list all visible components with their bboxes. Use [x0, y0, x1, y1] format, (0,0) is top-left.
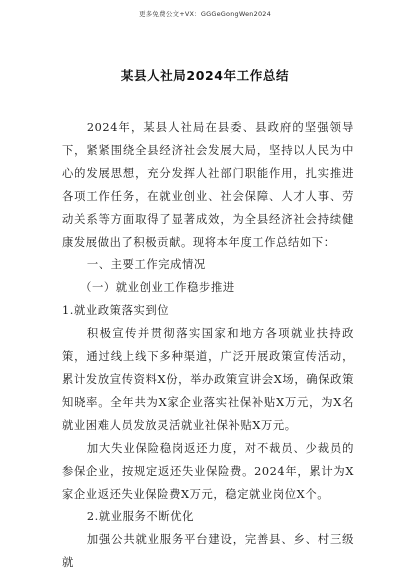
unemployment-paragraph: 加大失业保险稳岗返还力度，对不裁员、少裁员的参保企业，按规定返还失业保险费。2024年，累计为X家企业返还失业保险费X万元，稳定就业岗位X个。 [62, 441, 354, 501]
subsection-heading-one: （一）就业创业工作稳步推进 [80, 281, 235, 295]
intro-paragraph: 2024年，某县人社局在县委、县政府的坚强领导下，紧紧围绕全县经济社会发展大局，坚持以人民为中心的发展思想，充分发挥人社部门职能作用，扎实推进各项工作任务，在就业创业、社会保障、人才人事、劳动关系等方面取得了显著成效，为全县经济社会持续健康发展做出了积极贡献。现将本年度工作总结如下： [62, 121, 354, 249]
policy-paragraph: 积极宣传并贯彻落实国家和地方各项就业扶持政策，通过线上线下多种渠道，广泛开展政策宣传活动，累计发放宣传资料X份，举办政策宣讲会X场，确保政策知晓率。全年共为X家企业落实社保补贴X万元，为X名就业困难人员发放灵活就业社保补贴X万元。 [62, 327, 354, 432]
item-heading-two: 2.就业服务不断优化 [86, 510, 195, 524]
item-heading-one: 1.就业政策落实到位 [62, 304, 170, 318]
document-body [62, 117, 354, 575]
header-note: 更多免费公文+VX：GGGeGongWen2024 [139, 10, 271, 18]
service-paragraph: 加强公共就业服务平台建设，完善县、乡、村三级就 [62, 533, 354, 570]
section-heading-one: 一、主要工作完成情况 [86, 258, 206, 272]
document-title: 某县人社局2024年工作总结 [120, 68, 290, 83]
